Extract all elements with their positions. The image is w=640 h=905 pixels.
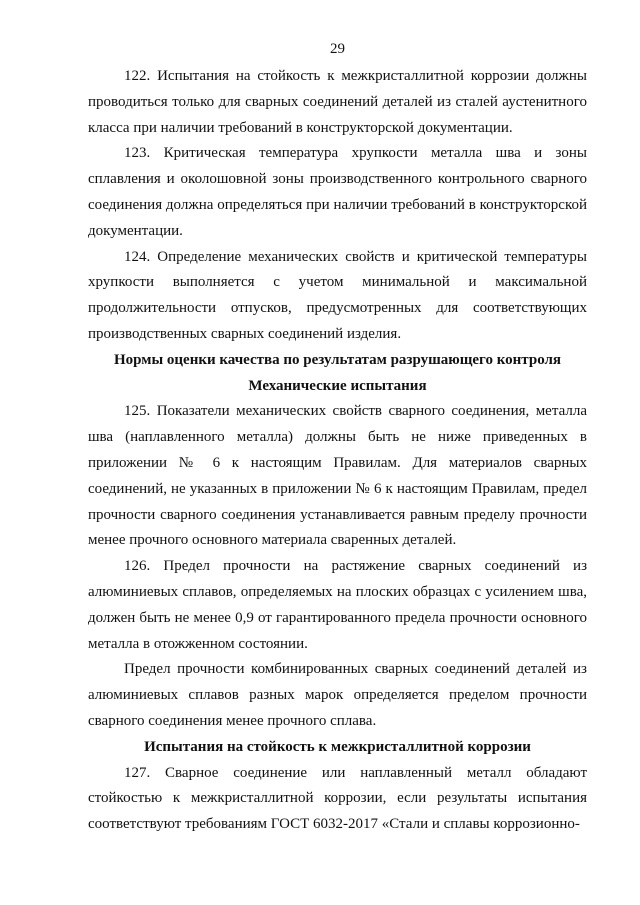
paragraph-127: 127. Сварное соединение или наплавленный металл обладают стойкостью к межкристаллитной коррозии, если результаты испытания соответствуют требованиям ГОСТ 6032-2017 «Стали и сплавы коррозионно- [88, 764, 587, 833]
paragraph-122: 122. Испытания на стойкость к межкристаллитной коррозии должны проводиться только для сварных соединений деталей из сталей аустенитного класса при наличии требований в конструкторской документации. [88, 68, 587, 136]
paragraph-125: 125. Показатели механических свойств сварного соединения, металла шва (наплавленного металла) должны быть не ниже приведенных в приложении № 6 к настоящим Правилам. Для материалов сварных соединений, не указанных в приложении № 6 к настоящим Правилам, предел прочности сварного соединения устанавливается равным пределу прочности менее прочного основного материала сваренных деталей. [88, 403, 587, 549]
paragraph-126-continuation: Предел прочности комбинированных сварных соединений деталей из алюминиевых сплавов разных марок определяется пределом прочности сварного соединения менее прочного сплава. [88, 661, 587, 729]
paragraph-124: 124. Определение механических свойств и критической температуры хрупкости выполняется с учетом минимальной и максимальной продолжительности отпусков, предусмотренных для соответствующих производственных сварных соединений изделия. [88, 248, 587, 342]
paragraph-123: 123. Критическая температура хрупкости металла шва и зоны сплавления и околошовной зоны производственного контрольного сварного соединения должна определяться при наличии требований в конструкторской документации. [88, 145, 587, 239]
paragraph-126: 126. Предел прочности на растяжение сварных соединений из алюминиевых сплавов, определяемых на плоских образцах с усилением шва, должен быть не менее 0,9 от гарантированного предела прочности основного металла в отожженном состоянии. [88, 558, 587, 652]
subsection-heading-mechanical-tests: Механические испытания [248, 377, 427, 394]
page-number: 29 [330, 41, 345, 57]
section-heading-quality-norms: Нормы оценки качества по результатам разрушающего контроля [113, 351, 562, 368]
subsection-heading-corrosion-tests: Испытания на стойкость к межкристаллитной коррозии [144, 738, 531, 755]
